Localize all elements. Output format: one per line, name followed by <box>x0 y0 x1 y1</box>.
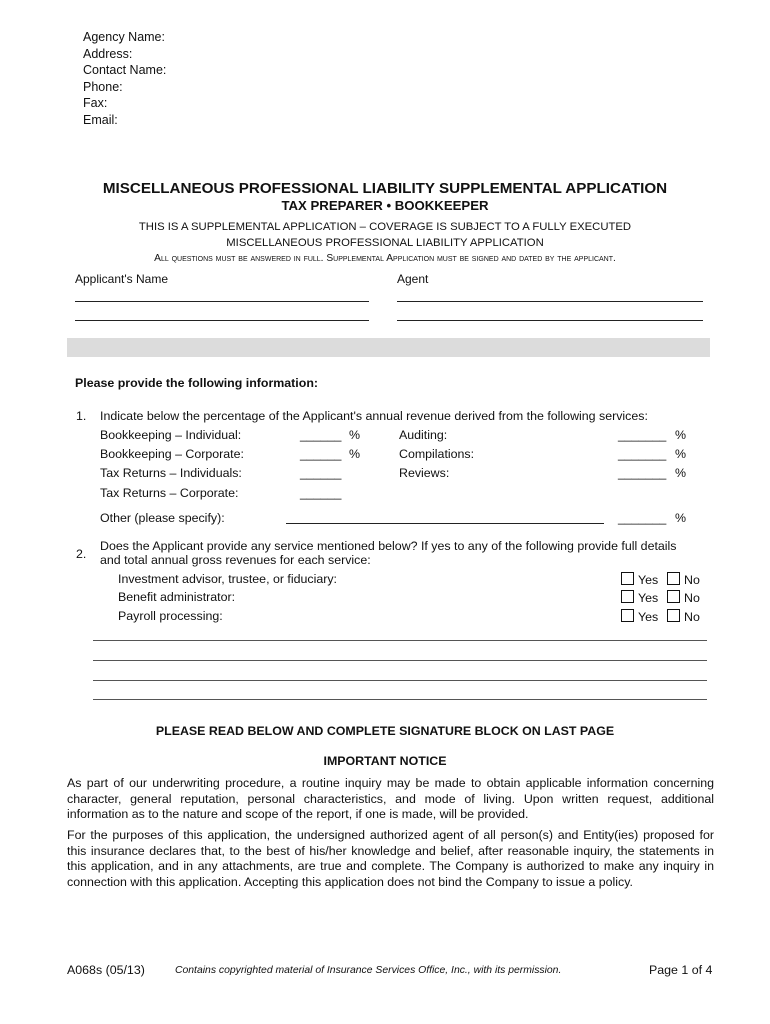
q1-right-unit-1: % <box>675 428 687 442</box>
yes-label: Yes <box>638 573 659 587</box>
notice-line-3: All questions must be answered in full. Supplemental Application must be signed and dated by the applicant. <box>154 253 616 264</box>
agent-label: Agent <box>397 272 429 286</box>
q1-left-label-4: Tax Returns – Corporate: <box>100 486 239 500</box>
q2-item-1-label: Investment advisor, trustee, or fiduciary: <box>118 572 337 586</box>
page-number: Page 1 of 4 <box>649 963 713 977</box>
no-label: No <box>684 610 700 624</box>
signature-instruction: PLEASE READ BELOW AND COMPLETE SIGNATURE BLOCK ON LAST PAGE <box>155 724 615 738</box>
q1-left-unit-2: % <box>349 447 361 461</box>
q2-item-2-yes[interactable] <box>621 590 658 605</box>
q2-item-3-yes[interactable] <box>621 609 658 624</box>
q1-other-label: Other (please specify): <box>100 511 225 525</box>
phone-label: Phone: <box>83 79 123 94</box>
copyright-notice: Contains copyrighted material of Insurance Services Office, Inc., with its permission. <box>175 965 562 976</box>
checkbox-no-1[interactable] <box>667 572 680 585</box>
yes-label: Yes <box>638 591 659 605</box>
q1-text: Indicate below the percentage of the Applicant's annual revenue derived from the following services: <box>100 409 648 423</box>
q2-number: 2. <box>76 547 87 561</box>
fax-label: Fax: <box>83 96 108 110</box>
notice-paragraph-2: For the purposes of this application, the undersigned authorized agent of all person(s) and Entity(ies) proposed for this insurance declares that, to the best of his/her knowledge and belief, after reasonable inquiry, the statements in this application, and in any attachments, are true and complete. The Company is authorized to make any inquiry in connection with this application. Accepting this application does not bind the Company to issue a policy. <box>67 828 714 889</box>
checkbox-no-2[interactable] <box>667 590 680 603</box>
notice-line-1: THIS IS A SUPPLEMENTAL APPLICATION – COVERAGE IS SUBJECT TO A FULLY EXECUTED <box>138 221 632 233</box>
q1-right-unit-2: % <box>675 447 687 461</box>
q1-right-blank-1[interactable]: _______ <box>618 428 667 442</box>
applicant-name-line-2[interactable] <box>75 320 369 321</box>
q2-item-3-label: Payroll processing: <box>118 609 223 623</box>
agency-block <box>83 29 166 128</box>
applicant-name-line-1[interactable] <box>75 301 369 302</box>
notice-paragraph-1: As part of our underwriting procedure, a routine inquiry may be made to obtain applicable information concerning character, general reputation, personal characteristics, and mode of living. Upon written request, additional information as to the nature and scope of the report, if one is made, will be provided. <box>67 776 714 821</box>
applicant-name-label: Applicant's Name <box>75 272 168 286</box>
q2-item-3-no[interactable] <box>667 609 700 624</box>
q2-item-1-no[interactable] <box>667 572 700 587</box>
details-line-2[interactable] <box>93 660 707 661</box>
q1-left-label-1: Bookkeeping – Individual: <box>100 428 242 442</box>
form-title: MISCELLANEOUS PROFESSIONAL LIABILITY SUPPLEMENTAL APPLICATION <box>102 180 668 197</box>
q1-right-label-3: Reviews: <box>399 466 450 480</box>
q1-right-label-1: Auditing: <box>399 428 448 442</box>
q1-other-unit: % <box>675 511 687 525</box>
q1-number: 1. <box>76 409 87 423</box>
agent-line-2[interactable] <box>397 320 703 321</box>
form-subtitle: TAX PREPARER • BOOKKEEPER <box>281 198 489 213</box>
no-label: No <box>684 591 700 605</box>
important-notice-title: IMPORTANT NOTICE <box>323 754 447 768</box>
q2-text-line-1: Does the Applicant provide any service mentioned below? If yes to any of the following provide full details <box>100 539 677 553</box>
q1-right-label-2: Compilations: <box>399 447 475 461</box>
details-line-4[interactable] <box>93 699 707 700</box>
q2-item-1-yes[interactable] <box>621 572 658 587</box>
q1-left-label-2: Bookkeeping – Corporate: <box>100 447 244 461</box>
checkbox-no-3[interactable] <box>667 609 680 622</box>
section-band <box>67 338 710 357</box>
agent-line-1[interactable] <box>397 301 703 302</box>
yes-label: Yes <box>638 610 659 624</box>
checkbox-yes-3[interactable] <box>621 609 634 622</box>
details-line-3[interactable] <box>93 680 707 681</box>
q1-right-unit-3: % <box>675 466 687 480</box>
q1-left-label-3: Tax Returns – Individuals: <box>100 466 242 480</box>
section-prompt: Please provide the following information: <box>75 376 319 390</box>
q1-other-blank[interactable]: _______ <box>618 511 667 525</box>
contact-name-label: Contact Name: <box>83 63 167 77</box>
details-line-1[interactable] <box>93 640 707 641</box>
q1-right-blank-2[interactable]: _______ <box>618 447 667 461</box>
q1-other-specify-line[interactable] <box>286 523 604 524</box>
q1-left-blank-3[interactable]: ______ <box>300 466 342 480</box>
q1-right-blank-3[interactable]: _______ <box>618 466 667 480</box>
form-id: A068s (05/13) <box>67 963 145 977</box>
checkbox-yes-2[interactable] <box>621 590 634 603</box>
checkbox-yes-1[interactable] <box>621 572 634 585</box>
email-label: Email: <box>83 112 118 127</box>
notice-line-2: MISCELLANEOUS PROFESSIONAL LIABILITY APPLICATION <box>226 237 544 249</box>
q1-left-unit-1: % <box>349 428 361 442</box>
address-label: Address: <box>83 46 133 61</box>
q2-item-2-no[interactable] <box>667 590 700 605</box>
q2-text-line-2: and total annual gross revenues for each service: <box>100 553 371 567</box>
q1-left-blank-2[interactable]: ______ <box>300 447 342 461</box>
q1-left-blank-4[interactable]: ______ <box>300 486 342 500</box>
agency-name-label: Agency Name: <box>83 30 165 44</box>
no-label: No <box>684 573 700 587</box>
q2-item-2-label: Benefit administrator: <box>118 590 236 604</box>
q1-left-blank-1[interactable]: ______ <box>300 428 342 442</box>
